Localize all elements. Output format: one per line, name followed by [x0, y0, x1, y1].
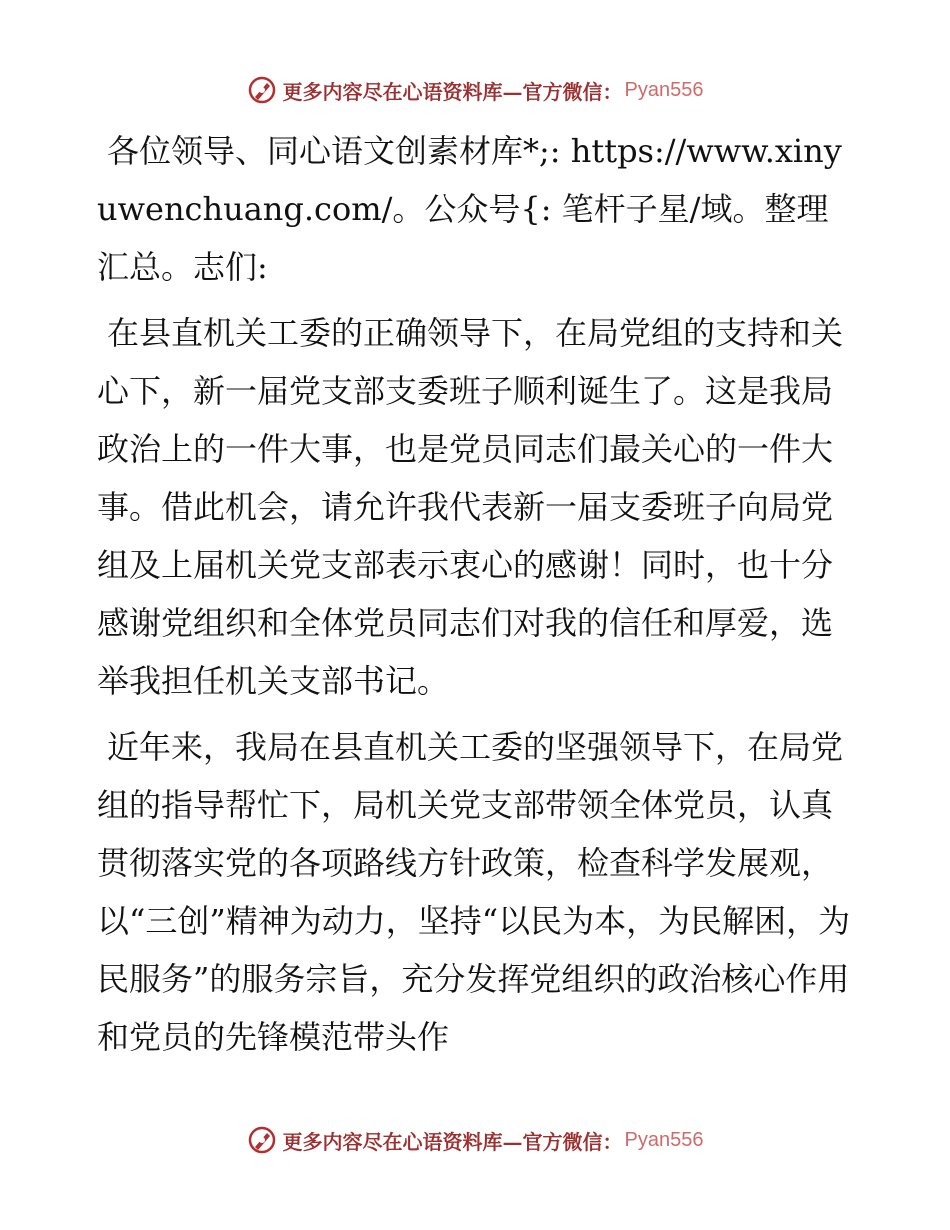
header-watermark-banner	[0, 70, 950, 110]
paragraph-greeting: 各位领导、同心语文创素材库*;: https://www.xinyuwenchuang.com/。公众号{: 笔杆子星/域。整理汇总。志们:	[97, 132, 842, 286]
pen-logo-icon	[247, 1125, 277, 1155]
footer-watermark-banner	[0, 1120, 950, 1160]
footer-brand-text: 更多内容尽在心语资料库—官方微信：	[282, 1129, 623, 1154]
paragraph-election-thanks: 在县直机关工委的正确领导下，在局党组的支持和关心下，新一届党支部支委班子顺利诞生了。这是我局政治上的一件大事，也是党员同志们最关心的一件大事。借此机会，请允许我代表新一届支委班子向局党组及上届机关党支部表示衷心的感谢！同时，也十分感谢党组织和全体党员同志们对我的信任和厚爱，选举我担任机关支部书记。	[97, 314, 844, 700]
document-body	[97, 122, 857, 1074]
footer-wechat-handle: Pyan556	[624, 1128, 704, 1151]
header-wechat-handle: Pyan556	[624, 78, 704, 101]
paragraph-recent-years: 近年来，我局在县直机关工委的坚强领导下，在局党组的指导帮忙下，局机关党支部带领全体党员，认真贯彻落实党的各项路线方针政策，检查科学发展观，以“三创”精神为动力，坚持“以民为本，为民解困，为民服务”的服务宗旨，充分发挥党组织的政治核心作用和党员的先锋模范带头作	[97, 728, 851, 1056]
header-brand-text: 更多内容尽在心语资料库—官方微信：	[282, 79, 623, 104]
pen-logo-icon	[247, 75, 277, 105]
